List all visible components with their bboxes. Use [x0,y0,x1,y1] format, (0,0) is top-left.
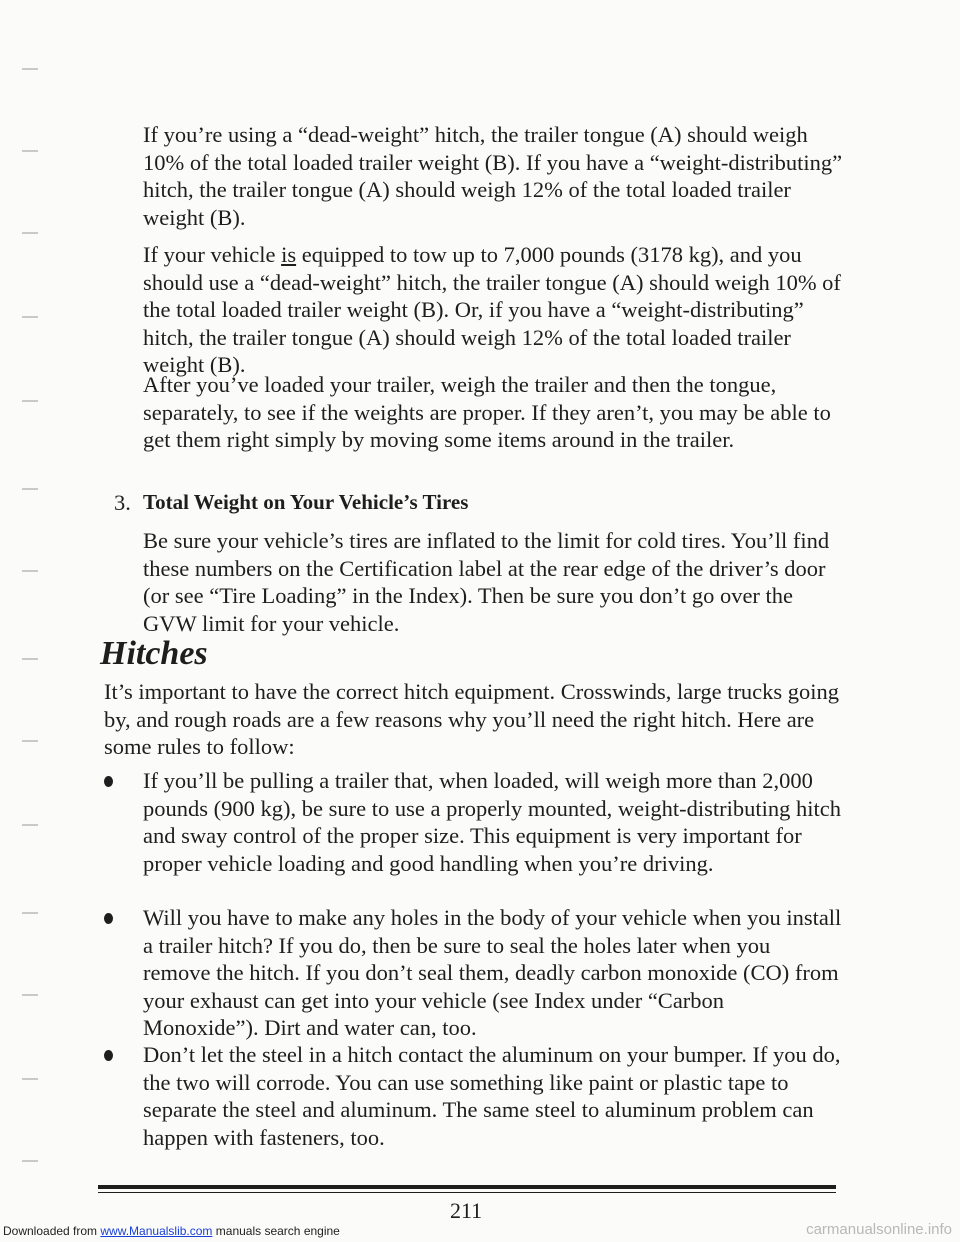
item-title: Total Weight on Your Vehicle’s Tires [143,490,469,514]
margin-tick [22,824,38,826]
bullet-icon [104,1050,113,1061]
margin-tick [22,570,38,572]
p2-start: If your vehicle [143,242,282,267]
download-credit [3,1224,340,1238]
dead-weight-hitch-paragraph: If you’re using a “dead-weight” hitch, the trailer tongue (A) should weigh 10% of the total loaded trailer weight (B). If you have a “weight-distributing” hitch, the trailer tongue (A) should weigh 12% of the total loaded trailer weight (B). [143,122,843,230]
margin-tick [22,740,38,742]
margin-tick [22,68,38,70]
bullet-icon [104,776,113,787]
margin-tick [22,150,38,152]
section-heading: Hitches [100,635,208,672]
item-body: Be sure your vehicle’s tires are inflated to the limit for cold tires. You’ll find these numbers on the Certification label at the rear edge of the driver’s door (or see “Tire Loading” in the Index). Then be sure you don’t go over the GVW limit for your vehicle. [143,528,830,636]
7000-pound-paragraph [143,241,843,379]
margin-tick [22,994,38,996]
watermark: carmanualsonline.info [806,1221,952,1238]
page-number: 211 [450,1198,483,1223]
list-item-text: If you’ll be pulling a trailer that, when loaded, will weigh more than 2,000 pounds (900 kg), be sure to use a properly mounted, weight-distributing hitch and sway control of the proper size. This equipment is very important for proper vehicle loading and good handling when you’re driving. [143,768,842,876]
margin-tick [22,316,38,318]
footer-rule-thin [98,1192,836,1193]
manualslib-link[interactable]: www.Manualslib.com [100,1224,213,1238]
credit-prefix: Downloaded from [3,1224,101,1238]
p2-end: equipped to tow up to 7,000 pounds (3178 kg), and you should use a “dead-weight” hitch, the trailer tongue (A) should weigh 10% of the total loaded trailer weight (B). Or, if you have a “weight-distributing” hitch, the trailer tongue (A) should weigh 12% of the total loaded trailer weight (B). [143,242,841,377]
credit-suffix: manuals search engine [212,1224,340,1238]
footer-rule [98,1185,836,1189]
margin-tick [22,912,38,914]
hitches-intro: It’s important to have the correct hitch equipment. Crosswinds, large trucks going by, and rough roads are a few reasons why you’ll need the right hitch. Here are some rules to follow: [104,679,840,759]
list-item-text: Will you have to make any holes in the body of your vehicle when you install a trailer hitch? If you do, then be sure to seal the holes later when you remove the hitch. If you don’t seal them, deadly carbon monoxide (CO) from your exhaust can get into your vehicle (see Index under “Carbon Monoxide”). Dirt and water can, too. [143,905,842,1040]
margin-tick [22,1160,38,1162]
item-number: 3. [114,490,131,515]
bullet-icon [104,913,113,924]
margin-tick [22,400,38,402]
margin-tick [22,488,38,490]
margin-tick [22,658,38,660]
margin-tick [22,1078,38,1080]
weigh-trailer-paragraph: After you’ve loaded your trailer, weigh the trailer and then the tongue, separately, to see if the weights are proper. If they aren’t, you may be able to get them right simply by moving some items around in the trailer. [143,372,831,452]
p2-emphasis: is [281,242,297,267]
margin-tick [22,232,38,234]
list-item-text: Don’t let the steel in a hitch contact the aluminum on your bumper. If you do, the two will corrode. You can use something like paint or plastic tape to separate the steel and aluminum. The same steel to aluminum problem can happen with fasteners, too. [143,1042,841,1150]
